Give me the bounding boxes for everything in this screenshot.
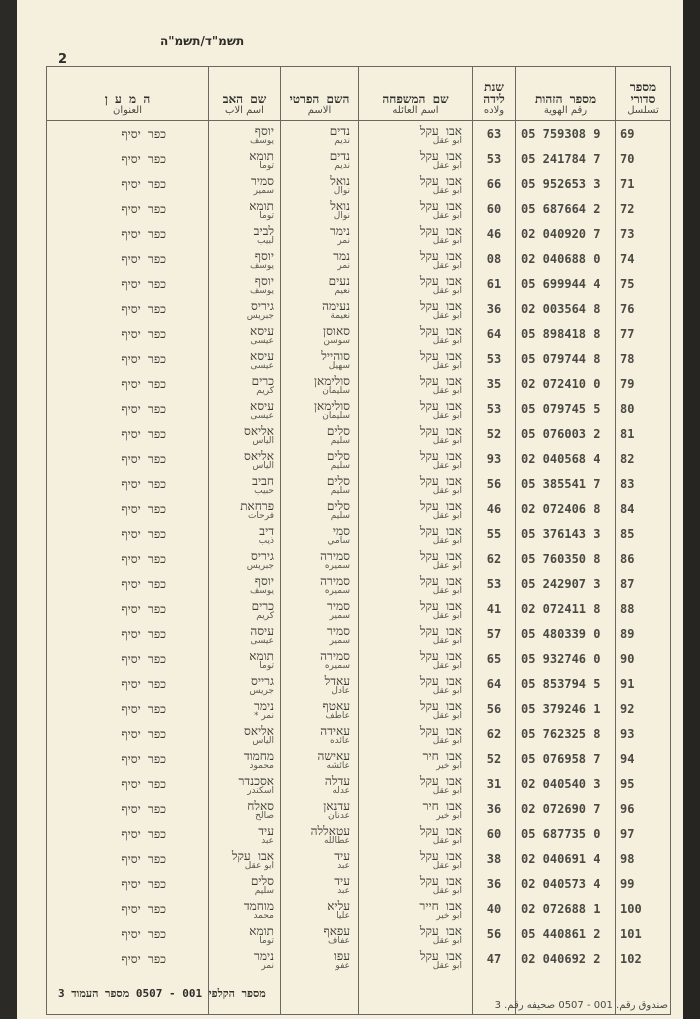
family-name-cell: אבו עקל ابو عقل (359, 471, 473, 496)
id-cell: 05 076958 7 (516, 746, 616, 771)
first-name-cell: נמר نمر (281, 246, 359, 271)
id-cell: 02 040920 7 (516, 221, 616, 246)
father-name-cell: מוחמד محمد (209, 896, 281, 921)
table-header-row (47, 67, 671, 121)
family-name-cell: אבו עקל ابو عقل (359, 121, 473, 147)
father-name-cell: יוסף يوسف (209, 121, 281, 147)
birth-year-cell: 64 (473, 321, 516, 346)
father-name-cell: דיב ذيب (209, 521, 281, 546)
header-address: ה מ ע ן العنوان (47, 67, 209, 121)
serial-cell: 72 (616, 196, 671, 221)
family-name-cell: אבו עקל ابو عقل (359, 721, 473, 746)
serial-cell: 90 (616, 646, 671, 671)
serial-cell: 75 (616, 271, 671, 296)
first-name-cell: נואל نوال (281, 196, 359, 221)
table-row (47, 371, 671, 396)
father-name-cell: נימר نمر * (209, 696, 281, 721)
header-father-name: שם האב اسم الاب (209, 67, 281, 121)
table-row (47, 146, 671, 171)
family-name-cell: אבו עקל ابو عقل (359, 171, 473, 196)
first-name-cell: עדלה عدله (281, 771, 359, 796)
first-name-cell: סמירה سميره (281, 571, 359, 596)
id-cell: 05 379246 1 (516, 696, 616, 721)
first-name-cell: עפו عفو (281, 946, 359, 971)
first-name-cell: סולימאן سليمان (281, 371, 359, 396)
father-name-cell: כרים كريم (209, 371, 281, 396)
table-row (47, 521, 671, 546)
document-title: תשמ"ד/תשמ"ה (160, 34, 245, 48)
id-cell: 02 040692 2 (516, 946, 616, 971)
address-cell: כפר יסיף (47, 346, 209, 371)
birth-year-cell: 61 (473, 271, 516, 296)
id-cell: 05 687664 2 (516, 196, 616, 221)
serial-cell: 102 (616, 946, 671, 971)
birth-year-cell: 55 (473, 521, 516, 546)
id-cell: 02 072411 8 (516, 596, 616, 621)
first-name-cell: סולימאן سليمان (281, 396, 359, 421)
address-cell: כפר יסיף (47, 196, 209, 221)
page-number: 2 (58, 52, 68, 67)
family-name-cell: אבו עקל ابو عقل (359, 246, 473, 271)
family-name-cell: אבו עקל ابو عقل (359, 671, 473, 696)
table-row (47, 346, 671, 371)
first-name-cell: סלים سليم (281, 446, 359, 471)
id-cell: 05 932746 0 (516, 646, 616, 671)
serial-cell: 74 (616, 246, 671, 271)
birth-year-cell: 36 (473, 296, 516, 321)
first-name-cell: נואל نوال (281, 171, 359, 196)
footer-ballot-line: מספר הקלפי 001 - 0507 מספר העמוד 3 (58, 987, 266, 1000)
footer-arabic-line: صندوق رقم. 001 - 0507 صحيفه رقم. 3 (494, 1000, 668, 1011)
father-name-cell: עיסה عيسى (209, 621, 281, 646)
table-row (47, 121, 671, 147)
address-cell: כפר יסיף (47, 171, 209, 196)
father-name-cell: סמיר سمير (209, 171, 281, 196)
header-id: מספר הזהות رقم الهوية (516, 67, 616, 121)
father-name-cell: תומא توما (209, 921, 281, 946)
address-cell: כפר יסיף (47, 796, 209, 821)
family-name-cell: אבו עקל ابو عقل (359, 921, 473, 946)
id-cell: 05 760350 8 (516, 546, 616, 571)
birth-year-cell: 56 (473, 471, 516, 496)
birth-year-cell: 47 (473, 946, 516, 971)
table-row (47, 446, 671, 471)
address-cell: כפר יסיף (47, 371, 209, 396)
address-cell: כפר יסיף (47, 471, 209, 496)
address-cell: כפר יסיף (47, 271, 209, 296)
id-cell: 02 040573 4 (516, 871, 616, 896)
father-name-cell: סלים سليم (209, 871, 281, 896)
address-cell: כפר יסיף (47, 146, 209, 171)
family-name-cell: אבו עקל ابو عقل (359, 446, 473, 471)
serial-cell: 100 (616, 896, 671, 921)
birth-year-cell: 57 (473, 621, 516, 646)
address-cell: כפר יסיף (47, 671, 209, 696)
birth-year-cell: 41 (473, 596, 516, 621)
family-name-cell: אבו עקל ابو عقل (359, 596, 473, 621)
table-row (47, 846, 671, 871)
father-name-cell: נימר نمر (209, 946, 281, 971)
address-cell: כפר יסיף (47, 846, 209, 871)
table-row (47, 921, 671, 946)
family-name-cell: אבו עקל ابو عقل (359, 696, 473, 721)
table-row (47, 646, 671, 671)
father-name-cell: גיריס جبريس (209, 296, 281, 321)
father-name-cell: גיריס جبريس (209, 546, 281, 571)
family-name-cell: אבו עקל ابو عقل (359, 346, 473, 371)
serial-cell: 97 (616, 821, 671, 846)
father-name-cell: עיסא عيسى (209, 396, 281, 421)
birth-year-cell: 60 (473, 821, 516, 846)
id-cell: 02 003564 8 (516, 296, 616, 321)
serial-cell: 93 (616, 721, 671, 746)
address-cell: כפר יסיף (47, 746, 209, 771)
birth-year-cell: 62 (473, 721, 516, 746)
id-cell: 05 385541 7 (516, 471, 616, 496)
serial-cell: 78 (616, 346, 671, 371)
father-name-cell: אסכנדר اسكندر (209, 771, 281, 796)
father-name-cell: יוסף يوسف (209, 246, 281, 271)
table-row (47, 571, 671, 596)
address-cell: כפר יסיף (47, 946, 209, 971)
birth-year-cell: 64 (473, 671, 516, 696)
id-cell: 05 762325 8 (516, 721, 616, 746)
father-name-cell: סאלח صالح (209, 796, 281, 821)
table-row (47, 821, 671, 846)
first-name-cell: עליא عليا (281, 896, 359, 921)
serial-cell: 80 (616, 396, 671, 421)
table-row (47, 871, 671, 896)
father-name-cell: אליאס الياس (209, 446, 281, 471)
family-name-cell: אבו עקל ابو عقل (359, 371, 473, 396)
first-name-cell: עפאף عفاف (281, 921, 359, 946)
id-cell: 05 952653 3 (516, 171, 616, 196)
id-cell: 05 853794 5 (516, 671, 616, 696)
serial-cell: 71 (616, 171, 671, 196)
father-name-cell: אבו עקל ابو عقل (209, 846, 281, 871)
address-cell: כפר יסיף (47, 221, 209, 246)
family-name-cell: אבו חיר ابو خير (359, 796, 473, 821)
address-cell: כפר יסיף (47, 646, 209, 671)
table-row (47, 771, 671, 796)
table-row (47, 196, 671, 221)
birth-year-cell: 53 (473, 146, 516, 171)
family-name-cell: אבו עקל ابو عقل (359, 571, 473, 596)
first-name-cell: עאידה عائده (281, 721, 359, 746)
header-serial: מספר סדורי تسلسل (616, 67, 671, 121)
first-name-cell: נדים نديم (281, 146, 359, 171)
id-cell: 02 072406 8 (516, 496, 616, 521)
family-name-cell: אבו עקל ابو عقل (359, 271, 473, 296)
first-name-cell: נימר نمر (281, 221, 359, 246)
address-cell: כפר יסיף (47, 721, 209, 746)
first-name-cell: סלים سليم (281, 471, 359, 496)
id-cell: 02 072690 7 (516, 796, 616, 821)
id-cell: 05 079744 8 (516, 346, 616, 371)
birth-year-cell: 56 (473, 921, 516, 946)
id-cell: 05 440861 2 (516, 921, 616, 946)
address-cell: כפר יסיף (47, 871, 209, 896)
table-row (47, 396, 671, 421)
table-row (47, 321, 671, 346)
father-name-cell: יוסף يوسف (209, 271, 281, 296)
first-name-cell: עיד عبد (281, 846, 359, 871)
table-row (47, 671, 671, 696)
birth-year-cell: 53 (473, 396, 516, 421)
birth-year-cell: 46 (473, 496, 516, 521)
serial-cell: 83 (616, 471, 671, 496)
serial-cell: 101 (616, 921, 671, 946)
id-cell: 02 040540 3 (516, 771, 616, 796)
address-cell: כפר יסיף (47, 521, 209, 546)
father-name-cell: מחמוד محمود (209, 746, 281, 771)
first-name-cell: סמירה سميره (281, 646, 359, 671)
family-name-cell: אבו עקל ابو عقل (359, 621, 473, 646)
father-name-cell: עיסא عيسى (209, 321, 281, 346)
family-name-cell: אבו עקל ابو عقل (359, 296, 473, 321)
address-cell: כפר יסיף (47, 321, 209, 346)
birth-year-cell: 53 (473, 571, 516, 596)
birth-year-cell: 46 (473, 221, 516, 246)
address-cell: כפר יסיף (47, 921, 209, 946)
serial-cell: 77 (616, 321, 671, 346)
father-name-cell: תומא توما (209, 646, 281, 671)
id-cell: 05 376143 3 (516, 521, 616, 546)
id-cell: 05 242907 3 (516, 571, 616, 596)
first-name-cell: סמירה سميره (281, 546, 359, 571)
table-row (47, 271, 671, 296)
address-cell: כפר יסיף (47, 121, 209, 147)
father-name-cell: יוסף يوسف (209, 571, 281, 596)
id-cell: 05 699944 4 (516, 271, 616, 296)
birth-year-cell: 08 (473, 246, 516, 271)
serial-cell: 81 (616, 421, 671, 446)
first-name-cell: נעימה نعيمة (281, 296, 359, 321)
serial-cell: 96 (616, 796, 671, 821)
birth-year-cell: 35 (473, 371, 516, 396)
serial-cell: 92 (616, 696, 671, 721)
family-name-cell: אבו עקל ابو عقل (359, 496, 473, 521)
family-name-cell: אבו עקל ابو عقل (359, 221, 473, 246)
family-name-cell: אבו עקל ابو عقل (359, 771, 473, 796)
table-row (47, 471, 671, 496)
family-name-cell: אבו עקל ابو عقل (359, 321, 473, 346)
serial-cell: 79 (616, 371, 671, 396)
family-name-cell: אבו עקל ابو عقل (359, 821, 473, 846)
address-cell: כפר יסיף (47, 596, 209, 621)
family-name-cell: אבו עקל ابو عقل (359, 546, 473, 571)
footer (58, 988, 668, 1012)
birth-year-cell: 52 (473, 746, 516, 771)
table-row (47, 621, 671, 646)
header-family-name: שם המשפחה اسم العائله (359, 67, 473, 121)
first-name-cell: סמיר سمير (281, 621, 359, 646)
family-name-cell: אבו עקל ابو عقل (359, 646, 473, 671)
family-name-cell: אבו עקל ابو عقل (359, 871, 473, 896)
address-cell: כפר יסיף (47, 496, 209, 521)
table-row (47, 421, 671, 446)
father-name-cell: עיסא عيسى (209, 346, 281, 371)
first-name-cell: נעים نعيم (281, 271, 359, 296)
table-row (47, 596, 671, 621)
serial-cell: 87 (616, 571, 671, 596)
address-cell: כפר יסיף (47, 571, 209, 596)
table-row (47, 546, 671, 571)
birth-year-cell: 38 (473, 846, 516, 871)
id-cell: 05 076003 2 (516, 421, 616, 446)
serial-cell: 73 (616, 221, 671, 246)
id-cell: 05 241784 7 (516, 146, 616, 171)
birth-year-cell: 65 (473, 646, 516, 671)
address-cell: כפר יסיף (47, 896, 209, 921)
serial-cell: 98 (616, 846, 671, 871)
id-cell: 02 040691 4 (516, 846, 616, 871)
first-name-cell: עדנאן عدنان (281, 796, 359, 821)
family-name-cell: אבו חיר ابو خير (359, 746, 473, 771)
table-row (47, 221, 671, 246)
serial-cell: 88 (616, 596, 671, 621)
table-row (47, 746, 671, 771)
father-name-cell: אליאס الياس (209, 721, 281, 746)
serial-cell: 94 (616, 746, 671, 771)
address-cell: כפר יסיף (47, 396, 209, 421)
address-cell: כפר יסיף (47, 421, 209, 446)
address-cell: כפר יסיף (47, 296, 209, 321)
table-row (47, 696, 671, 721)
voter-register-table (46, 66, 671, 1015)
serial-cell: 84 (616, 496, 671, 521)
id-cell: 02 040688 0 (516, 246, 616, 271)
table-row (47, 296, 671, 321)
address-cell: כפר יסיף (47, 821, 209, 846)
serial-cell: 95 (616, 771, 671, 796)
serial-cell: 91 (616, 671, 671, 696)
birth-year-cell: 40 (473, 896, 516, 921)
id-cell: 02 040568 4 (516, 446, 616, 471)
serial-cell: 86 (616, 546, 671, 571)
father-name-cell: אליאס الياس (209, 421, 281, 446)
first-name-cell: סאוסן سوسن (281, 321, 359, 346)
first-name-cell: עיד عبد (281, 871, 359, 896)
birth-year-cell: 60 (473, 196, 516, 221)
serial-cell: 99 (616, 871, 671, 896)
table-row (47, 171, 671, 196)
table-row (47, 946, 671, 971)
serial-cell: 76 (616, 296, 671, 321)
father-name-cell: תומא توما (209, 196, 281, 221)
father-name-cell: חביב حبيب (209, 471, 281, 496)
id-cell: 05 079745 5 (516, 396, 616, 421)
family-name-cell: אבו עקל ابو عقل (359, 946, 473, 971)
first-name-cell: סמיר سمير (281, 596, 359, 621)
first-name-cell: עאטף عاطف (281, 696, 359, 721)
address-cell: כפר יסיף (47, 696, 209, 721)
father-name-cell: לביב لبيب (209, 221, 281, 246)
address-cell: כפר יסיף (47, 446, 209, 471)
birth-year-cell: 52 (473, 421, 516, 446)
id-cell: 02 072688 1 (516, 896, 616, 921)
table-row (47, 896, 671, 921)
birth-year-cell: 53 (473, 346, 516, 371)
family-name-cell: אבו חייר ابو خير (359, 896, 473, 921)
scan-edge (683, 0, 700, 1019)
id-cell: 05 759308 9 (516, 121, 616, 147)
father-name-cell: עיד عبد (209, 821, 281, 846)
first-name-cell: סלים سليم (281, 421, 359, 446)
birth-year-cell: 93 (473, 446, 516, 471)
serial-cell: 89 (616, 621, 671, 646)
id-cell: 02 072410 0 (516, 371, 616, 396)
father-name-cell: כרים كريم (209, 596, 281, 621)
first-name-cell: סמי سامي (281, 521, 359, 546)
address-cell: כפר יסיף (47, 246, 209, 271)
family-name-cell: אבו עקל ابو عقل (359, 421, 473, 446)
table-row (47, 721, 671, 746)
table-row (47, 246, 671, 271)
first-name-cell: נדים نديم (281, 121, 359, 147)
header-birth-year: שנת לידה ولاده (473, 67, 516, 121)
serial-cell: 85 (616, 521, 671, 546)
family-name-cell: אבו עקל ابو عقل (359, 396, 473, 421)
father-name-cell: גרייס جريس (209, 671, 281, 696)
serial-cell: 70 (616, 146, 671, 171)
family-name-cell: אבו עקל ابو عقل (359, 146, 473, 171)
family-name-cell: אבו עקל ابو عقل (359, 846, 473, 871)
birth-year-cell: 36 (473, 796, 516, 821)
id-cell: 05 480339 0 (516, 621, 616, 646)
first-name-cell: סוהייל سهيل (281, 346, 359, 371)
address-cell: כפר יסיף (47, 546, 209, 571)
address-cell: כפר יסיף (47, 621, 209, 646)
birth-year-cell: 62 (473, 546, 516, 571)
birth-year-cell: 66 (473, 171, 516, 196)
id-cell: 05 898418 8 (516, 321, 616, 346)
father-name-cell: פרחאת فرحات (209, 496, 281, 521)
address-cell: כפר יסיף (47, 771, 209, 796)
id-cell: 05 687735 0 (516, 821, 616, 846)
serial-cell: 69 (616, 121, 671, 147)
birth-year-cell: 31 (473, 771, 516, 796)
table-row (47, 796, 671, 821)
first-name-cell: סלים سليم (281, 496, 359, 521)
family-name-cell: אבו עקל ابو عقل (359, 521, 473, 546)
father-name-cell: תומא توما (209, 146, 281, 171)
first-name-cell: עאדל عادل (281, 671, 359, 696)
serial-cell: 82 (616, 446, 671, 471)
birth-year-cell: 36 (473, 871, 516, 896)
family-name-cell: אבו עקל ابو عقل (359, 196, 473, 221)
header-first-name: השם הפרטי الاسم (281, 67, 359, 121)
first-name-cell: עטאללה عطالله (281, 821, 359, 846)
birth-year-cell: 63 (473, 121, 516, 147)
birth-year-cell: 56 (473, 696, 516, 721)
first-name-cell: עאישה عائشه (281, 746, 359, 771)
table-row (47, 496, 671, 521)
